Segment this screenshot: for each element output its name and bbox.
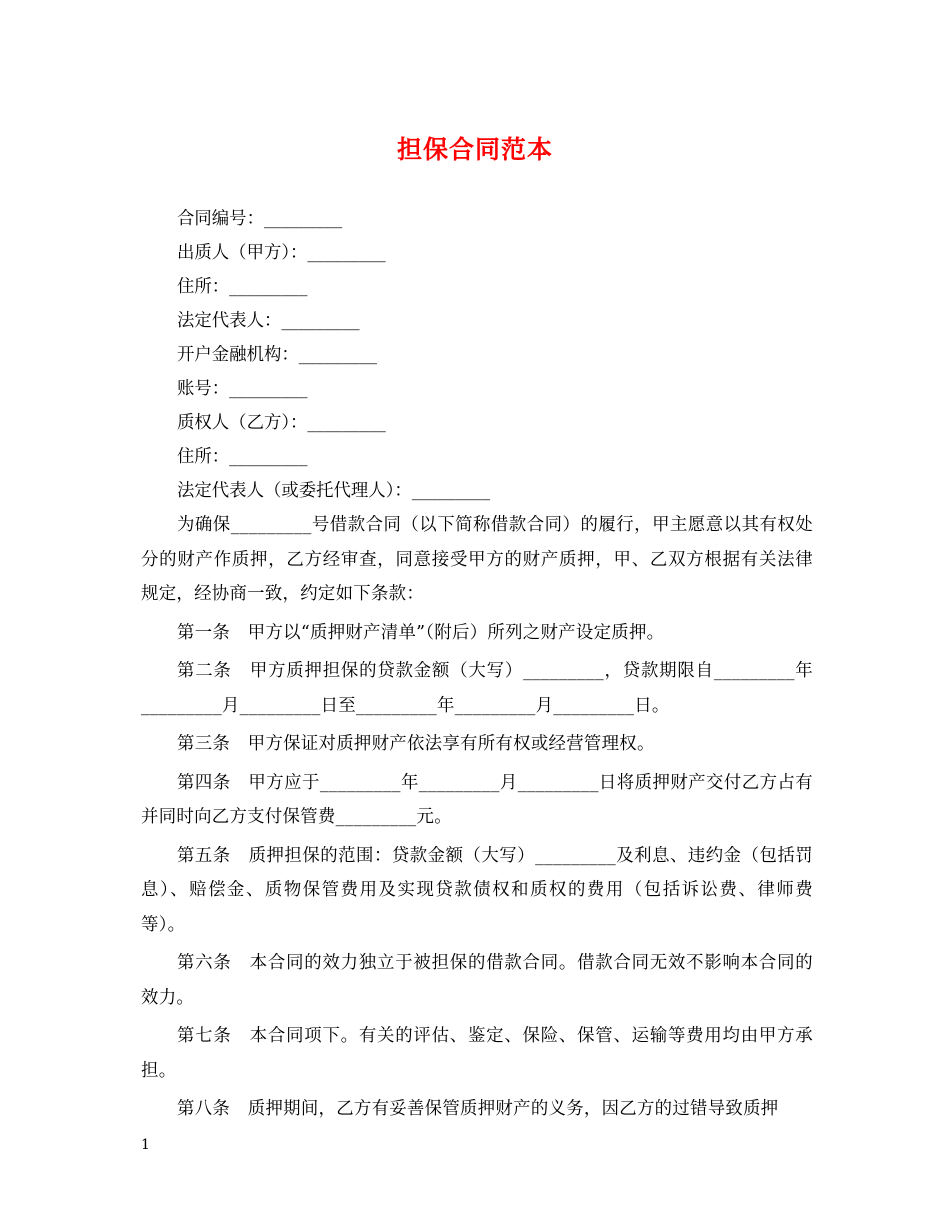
field-bank: 开户金融机构：_________ [177, 345, 377, 365]
article-1: 第一条 甲方以“质押财产清单”（附后）所列之财产设定质押。 [177, 622, 665, 643]
article-2: 第二条 甲方质押担保的贷款金额（大写）_________，贷款期限自_________年_________月_________日至_________年_________月_________日。 [141, 661, 813, 716]
article-3: 第三条 甲方保证对质押财产依法享有所有权或经营管理权。 [177, 734, 655, 754]
article-5: 第五条 质押担保的范围：贷款金额（大写）_________及利息、违约金（包括罚息）、赔偿金、质物保管费用及实现贷款债权和质权的费用（包括诉讼费、律师费等）。 [141, 845, 813, 935]
article-8: 第八条 质押期间，乙方有妥善保管质押财产的义务，因乙方的过错导致质押 [177, 1099, 779, 1119]
intro-paragraph: 为确保_________号借款合同（以下简称借款合同）的履行，甲主愿意以其有权处分的财产作质押，乙方经审查，同意接受甲方的财产质押，甲、乙双方根据有关法律规定，经协商一致，约定如下条款： [141, 515, 813, 604]
document-body [141, 202, 813, 1127]
field-pledgee-legal-representative: 法定代表人（或委托代理人）：_________ [177, 481, 491, 501]
page-number: 1 [141, 1137, 150, 1153]
article-6: 第六条 本合同的效力独立于被担保的借款合同。借款合同无效不影响本合同的效力。 [141, 953, 813, 1008]
field-pledgee-address: 住所：_________ [177, 447, 308, 467]
document-title: 担保合同范本 [396, 135, 553, 164]
field-pledgor-address: 住所：_________ [177, 277, 308, 297]
article-7: 第七条 本合同项下。有关的评估、鉴定、保险、保管、运输等费用均由甲方承担。 [141, 1026, 813, 1081]
field-account-number: 账号：_________ [177, 379, 308, 399]
article-4: 第四条 甲方应于_________年_________月_________日将质押财产交付乙方占有并同时向乙方支付保管费_________元。 [141, 772, 813, 827]
field-pledgor: 出质人（甲方）：_________ [177, 243, 386, 263]
field-pledgee: 质权人（乙方）：_________ [177, 413, 386, 433]
field-pledgor-legal-representative: 法定代表人：_________ [177, 311, 360, 331]
field-contract-number: 合同编号：_________ [177, 209, 343, 229]
